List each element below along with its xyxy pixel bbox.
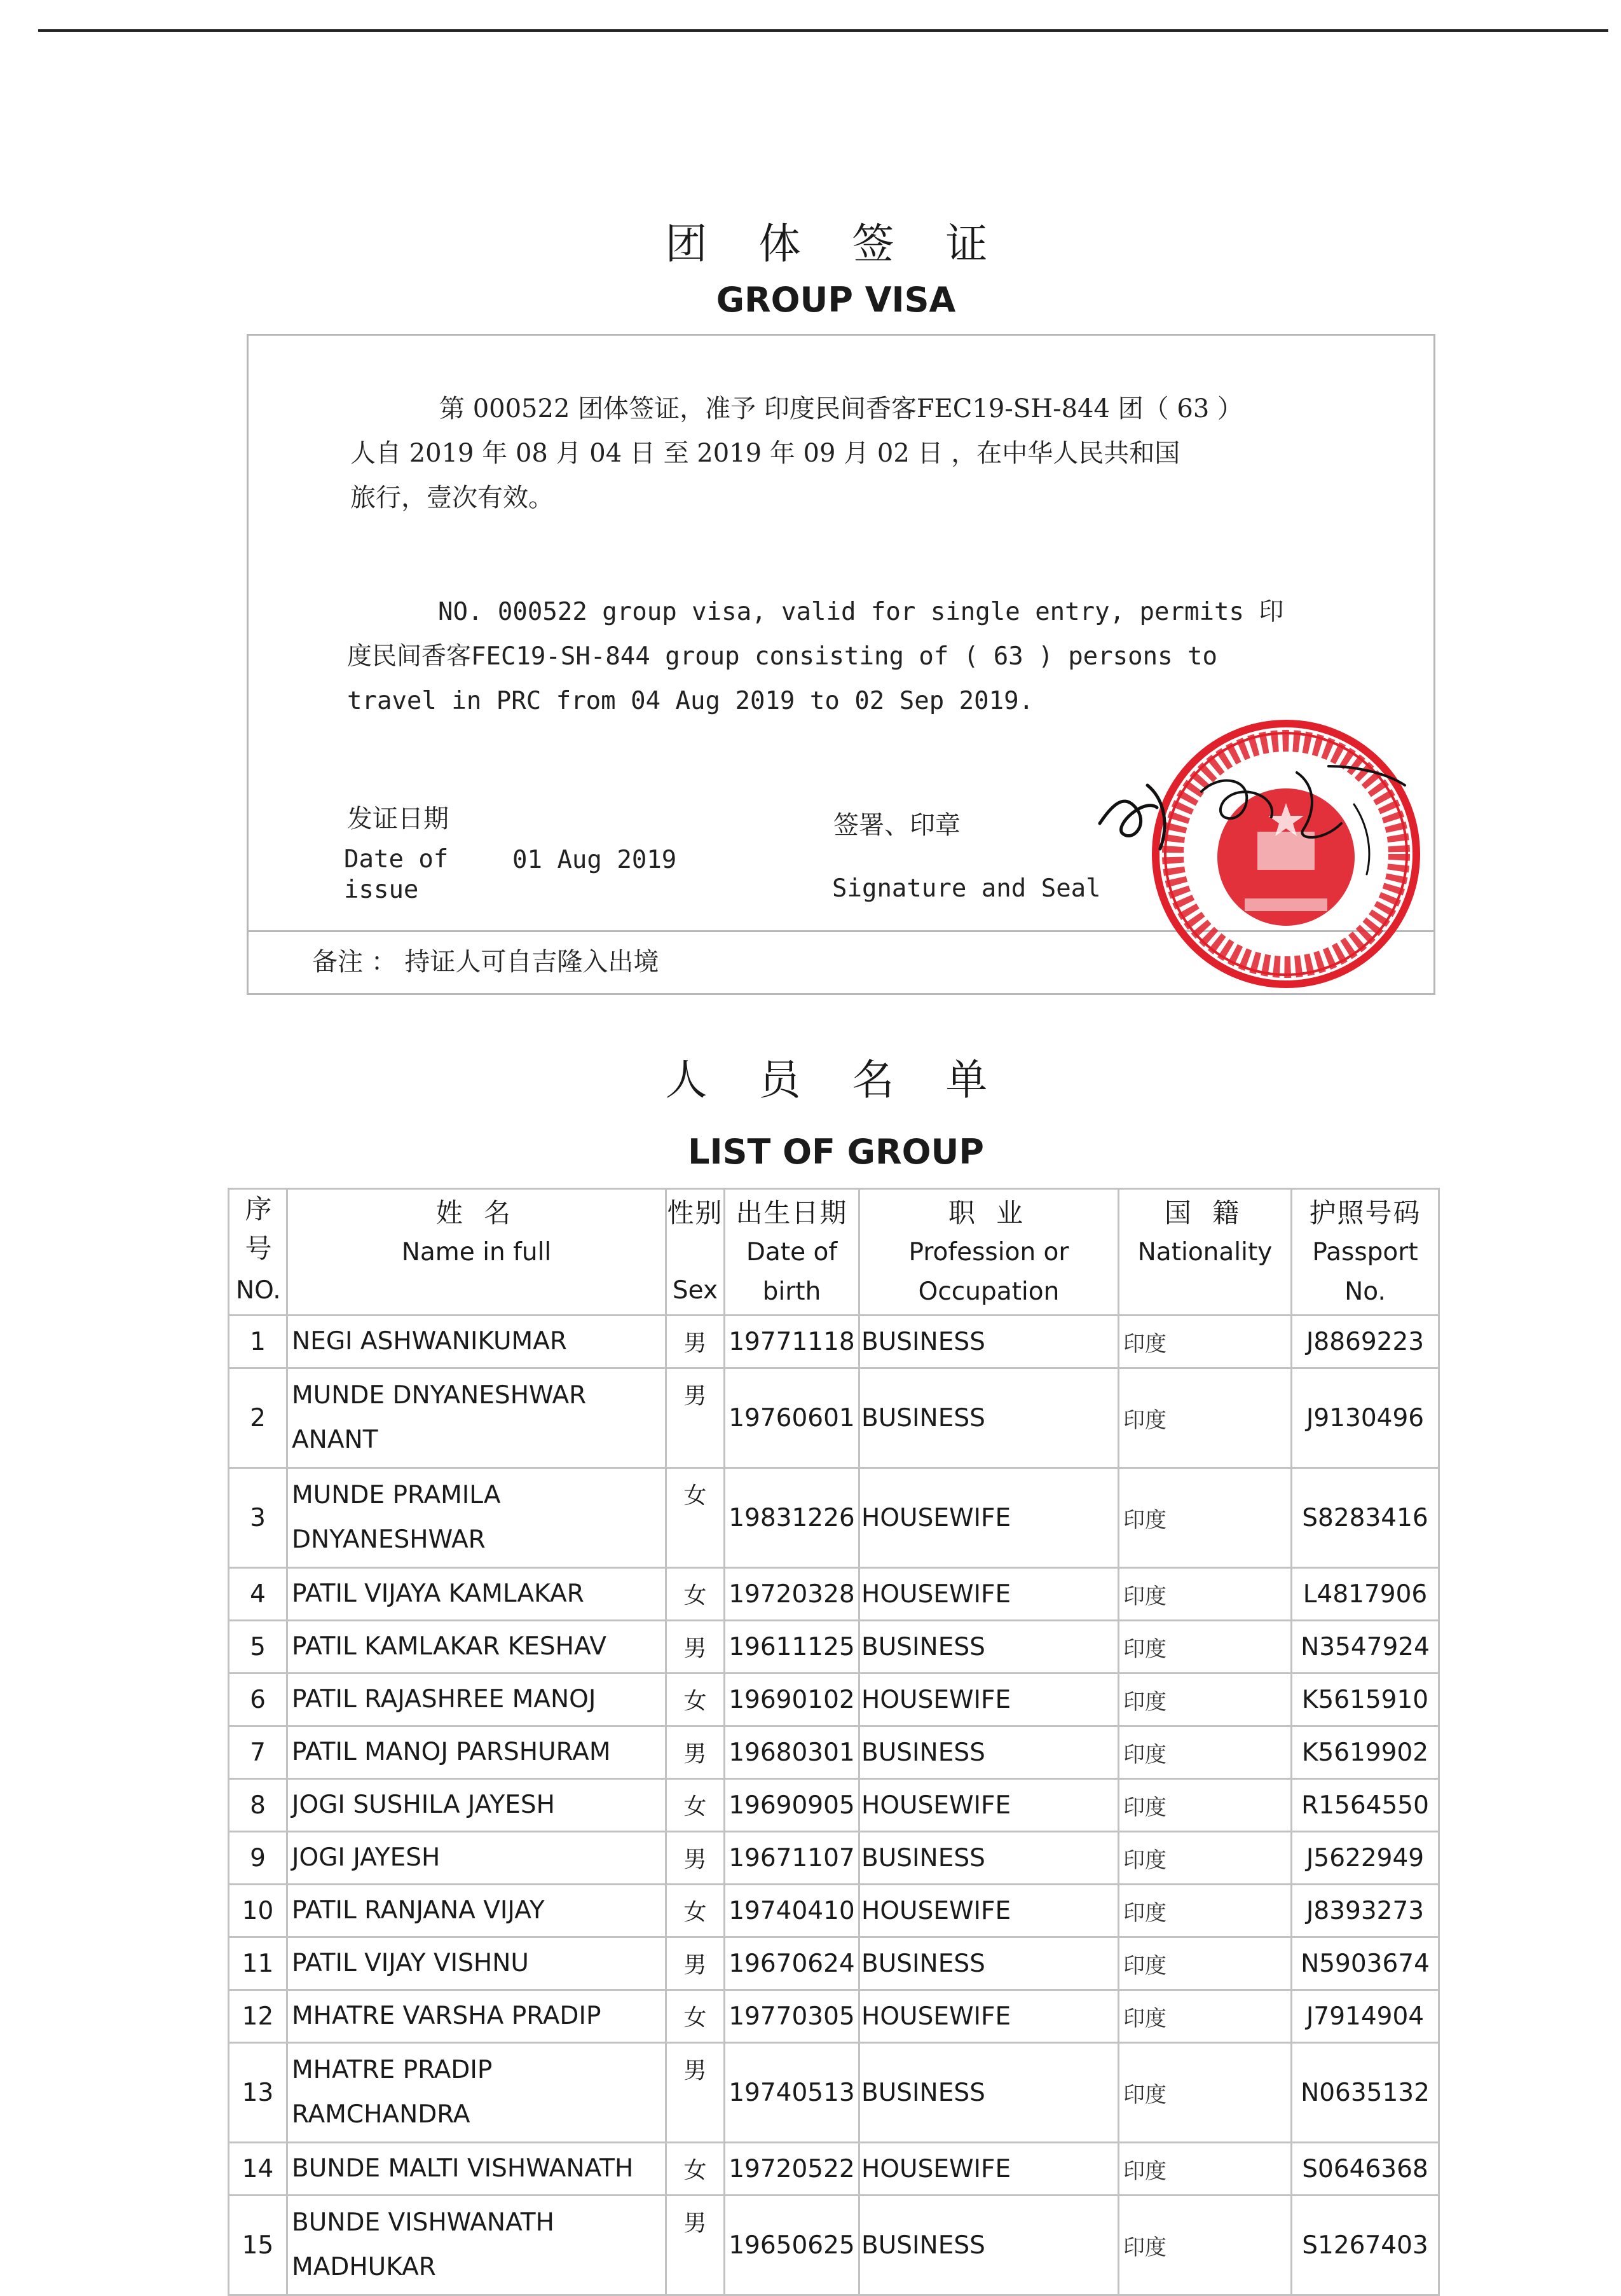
- row-number: 11: [229, 1937, 287, 1990]
- member-nationality: 印度: [1119, 1674, 1292, 1726]
- table-body: [229, 1316, 1439, 2295]
- table-row: [229, 1990, 1439, 2043]
- header-occupation: [859, 1189, 1119, 1316]
- header-no-en: NO.: [236, 1276, 281, 1305]
- member-occupation: BUSINESS: [859, 1368, 1119, 1468]
- visa-en-line2: 度民间香客FEC19-SH-844 group consisting of ( 63 ) persons to: [347, 642, 1217, 671]
- member-passport: N3547924: [1292, 1621, 1439, 1674]
- visa-cn-line2: 人自 2019 年 08 月 04 日 至 2019 年 09 月 02 日 ，在中华人民共和国: [350, 439, 1180, 468]
- member-dob: 19611125: [725, 1621, 859, 1674]
- member-name: [287, 1937, 666, 1990]
- signature-label-cn: 签署、印章: [833, 811, 961, 840]
- table-row: [229, 1832, 1439, 1885]
- member-passport: K5615910: [1292, 1674, 1439, 1726]
- table-row: [229, 2196, 1439, 2295]
- table-row: [229, 2143, 1439, 2196]
- header-occupation-en-1: Profession or: [908, 1238, 1069, 1267]
- member-sex: 女: [666, 1568, 725, 1621]
- row-number: 9: [229, 1832, 287, 1885]
- member-sex: 男: [666, 1368, 725, 1468]
- remark-text: 备注 ： 持证人可自吉隆入出境: [312, 947, 659, 977]
- member-dob: 19760601: [725, 1368, 859, 1468]
- table-row: [229, 1368, 1439, 1468]
- member-passport: N0635132: [1292, 2043, 1439, 2143]
- member-name-line1: PATIL RAJASHREE MANOJ: [292, 1685, 596, 1714]
- member-dob: 19740513: [725, 2043, 859, 2143]
- member-passport: J8869223: [1292, 1316, 1439, 1368]
- member-occupation: HOUSEWIFE: [859, 1568, 1119, 1621]
- member-sex: 男: [666, 1726, 725, 1779]
- member-passport: R1564550: [1292, 1779, 1439, 1832]
- member-dob: 19770305: [725, 1990, 859, 2043]
- member-nationality: 印度: [1119, 1779, 1292, 1832]
- visa-title-en: GROUP VISA: [716, 280, 956, 320]
- row-number: 14: [229, 2143, 287, 2196]
- member-occupation: BUSINESS: [859, 2196, 1119, 2295]
- member-nationality: 印度: [1119, 1937, 1292, 1990]
- member-name: [287, 1316, 666, 1368]
- visa-title-cn: 团 体 签 证: [665, 219, 1007, 268]
- member-passport: S0646368: [1292, 2143, 1439, 2196]
- visa-cn-line1: 第 000522 团体签证，准予 印度民间香客FEC19-SH-844 团（ 63 ）: [439, 394, 1243, 423]
- member-nationality: 印度: [1119, 1368, 1292, 1468]
- member-occupation: BUSINESS: [859, 2043, 1119, 2143]
- member-occupation: BUSINESS: [859, 1726, 1119, 1779]
- member-occupation: HOUSEWIFE: [859, 1779, 1119, 1832]
- row-number: 6: [229, 1674, 287, 1726]
- member-occupation: BUSINESS: [859, 1621, 1119, 1674]
- member-dob: 19831226: [725, 1468, 859, 1568]
- header-passport: [1292, 1189, 1439, 1316]
- member-name: [287, 1779, 666, 1832]
- member-sex: 男: [666, 1832, 725, 1885]
- table-row: [229, 2043, 1439, 2143]
- member-dob: 19690905: [725, 1779, 859, 1832]
- member-sex: 女: [666, 1674, 725, 1726]
- header-dob-en-2: birth: [762, 1277, 821, 1306]
- member-name-line1: PATIL KAMLAKAR KESHAV: [292, 1632, 606, 1661]
- row-number: 10: [229, 1885, 287, 1937]
- member-nationality: 印度: [1119, 1885, 1292, 1937]
- member-name: [287, 1726, 666, 1779]
- member-name-line1: MUNDE PRAMILA: [292, 1481, 501, 1509]
- member-name: [287, 1832, 666, 1885]
- member-passport: K5619902: [1292, 1726, 1439, 1779]
- member-nationality: 印度: [1119, 1832, 1292, 1885]
- row-number: 12: [229, 1990, 287, 2043]
- header-occupation-en-2: Occupation: [918, 1277, 1060, 1306]
- member-nationality: 印度: [1119, 1621, 1292, 1674]
- header-passport-cn: 护照号码: [1309, 1197, 1421, 1228]
- member-dob: 19720522: [725, 2143, 859, 2196]
- visa-en-line3: travel in PRC from 04 Aug 2019 to 02 Sep 2019.: [347, 687, 1034, 715]
- row-number: 2: [229, 1368, 287, 1468]
- header-name-cn: 姓 名: [435, 1197, 517, 1228]
- member-name-line1: BUNDE MALTI VISHWANATH: [292, 2154, 634, 2183]
- member-name-line1: NEGI ASHWANIKUMAR: [292, 1327, 567, 1356]
- member-dob: 19771118: [725, 1316, 859, 1368]
- member-sex: 女: [666, 1779, 725, 1832]
- list-title-cn: 人 员 名 单: [665, 1055, 1007, 1104]
- member-occupation: HOUSEWIFE: [859, 2143, 1119, 2196]
- member-passport: J5622949: [1292, 1832, 1439, 1885]
- member-name: [287, 2043, 666, 2143]
- header-name: [287, 1189, 666, 1316]
- member-passport: S1267403: [1292, 2196, 1439, 2295]
- member-nationality: 印度: [1119, 1990, 1292, 2043]
- member-name: [287, 1674, 666, 1726]
- member-name-line1: BUNDE VISHWANATH: [292, 2208, 554, 2237]
- member-name-line1: MHATRE VARSHA PRADIP: [292, 2002, 601, 2030]
- member-name-line2: MADHUKAR: [292, 2253, 436, 2281]
- member-name: [287, 1468, 666, 1568]
- member-name-line2: RAMCHANDRA: [292, 2100, 470, 2129]
- row-number: 8: [229, 1779, 287, 1832]
- table-row: [229, 1885, 1439, 1937]
- member-name-line1: JOGI SUSHILA JAYESH: [292, 1791, 555, 1819]
- member-name: [287, 1568, 666, 1621]
- issue-label-en-2: issue: [344, 876, 419, 904]
- member-dob: 19650625: [725, 2196, 859, 2295]
- member-name-line2: ANANT: [292, 1426, 378, 1454]
- top-border-line: [38, 29, 1608, 32]
- member-sex: 女: [666, 1990, 725, 2043]
- member-name-line1: PATIL VIJAY VISHNU: [292, 1949, 529, 1977]
- member-sex: 女: [666, 1885, 725, 1937]
- member-occupation: HOUSEWIFE: [859, 1885, 1119, 1937]
- member-nationality: 印度: [1119, 1316, 1292, 1368]
- header-name-en: Name in full: [401, 1238, 552, 1267]
- member-name: [287, 1368, 666, 1468]
- member-occupation: BUSINESS: [859, 1316, 1119, 1368]
- row-number: 5: [229, 1621, 287, 1674]
- header-dob-en-1: Date of: [746, 1238, 838, 1267]
- table-row: [229, 1726, 1439, 1779]
- row-number: 13: [229, 2043, 287, 2143]
- member-dob: 19670624: [725, 1937, 859, 1990]
- table-header-row: [229, 1189, 1439, 1316]
- member-dob: 19740410: [725, 1885, 859, 1937]
- member-name: [287, 2143, 666, 2196]
- member-name-line1: PATIL MANOJ PARSHURAM: [292, 1738, 611, 1766]
- member-nationality: 印度: [1119, 1726, 1292, 1779]
- row-number: 1: [229, 1316, 287, 1368]
- group-member-table: [228, 1188, 1440, 2296]
- header-passport-en-2: No.: [1344, 1277, 1386, 1306]
- member-occupation: HOUSEWIFE: [859, 1468, 1119, 1568]
- header-sex-cn: 性别: [667, 1197, 723, 1228]
- header-dob-cn: 出生日期: [735, 1197, 848, 1228]
- header-no: [229, 1189, 287, 1316]
- row-number: 15: [229, 2196, 287, 2295]
- member-sex: 男: [666, 2043, 725, 2143]
- member-nationality: 印度: [1119, 2143, 1292, 2196]
- member-dob: 19690102: [725, 1674, 859, 1726]
- member-name-line1: JOGI JAYESH: [292, 1843, 441, 1872]
- header-passport-en-1: Passport: [1312, 1238, 1418, 1267]
- member-passport: N5903674: [1292, 1937, 1439, 1990]
- member-passport: J7914904: [1292, 1990, 1439, 2043]
- header-sex-en: Sex: [672, 1276, 718, 1305]
- member-passport: J9130496: [1292, 1368, 1439, 1468]
- member-name-line2: DNYANESHWAR: [292, 1525, 486, 1554]
- member-occupation: HOUSEWIFE: [859, 1990, 1119, 2043]
- member-name-line1: MUNDE DNYANESHWAR: [292, 1381, 587, 1410]
- member-sex: 男: [666, 1621, 725, 1674]
- header-no-cn: 序号: [245, 1193, 273, 1264]
- signature-label-en: Signature and Seal: [832, 874, 1101, 903]
- table-row: [229, 1779, 1439, 1832]
- member-nationality: 印度: [1119, 2196, 1292, 2295]
- visa-en-line1: NO. 000522 group visa, valid for single entry, permits 印: [438, 598, 1284, 626]
- member-dob: 19671107: [725, 1832, 859, 1885]
- member-passport: S8283416: [1292, 1468, 1439, 1568]
- member-sex: 男: [666, 1316, 725, 1368]
- member-occupation: BUSINESS: [859, 1832, 1119, 1885]
- member-passport: L4817906: [1292, 1568, 1439, 1621]
- header-dob: [725, 1189, 859, 1316]
- header-occupation-cn: 职 业: [948, 1197, 1030, 1228]
- member-nationality: 印度: [1119, 2043, 1292, 2143]
- member-passport: J8393273: [1292, 1885, 1439, 1937]
- member-nationality: 印度: [1119, 1568, 1292, 1621]
- member-sex: 男: [666, 1937, 725, 1990]
- member-sex: 男: [666, 2196, 725, 2295]
- member-nationality: 印度: [1119, 1468, 1292, 1568]
- member-dob: 19720328: [725, 1568, 859, 1621]
- member-name: [287, 1990, 666, 2043]
- header-sex: [666, 1189, 725, 1316]
- table-row: [229, 1674, 1439, 1726]
- table-row: [229, 1316, 1439, 1368]
- member-name-line1: MHATRE PRADIP: [292, 2056, 493, 2084]
- issue-label-cn: 发证日期: [347, 804, 449, 834]
- handwritten-signature: [1087, 747, 1418, 881]
- visa-cn-line3: 旅行，壹次有效。: [350, 483, 554, 512]
- member-name-line1: PATIL RANJANA VIJAY: [292, 1896, 545, 1925]
- member-name: [287, 1885, 666, 1937]
- header-nationality: [1119, 1189, 1292, 1316]
- issue-label-en-1: Date of: [344, 845, 449, 874]
- list-title-en: LIST OF GROUP: [688, 1132, 984, 1172]
- member-name-line1: PATIL VIJAYA KAMLAKAR: [292, 1579, 584, 1608]
- member-name: [287, 2196, 666, 2295]
- member-sex: 女: [666, 2143, 725, 2196]
- issue-date: 01 Aug 2019: [512, 846, 677, 874]
- member-occupation: HOUSEWIFE: [859, 1674, 1119, 1726]
- header-nationality-en: Nationality: [1137, 1238, 1273, 1267]
- member-dob: 19680301: [725, 1726, 859, 1779]
- row-number: 7: [229, 1726, 287, 1779]
- table-row: [229, 1568, 1439, 1621]
- header-nationality-cn: 国 籍: [1164, 1197, 1246, 1228]
- row-number: 4: [229, 1568, 287, 1621]
- member-occupation: BUSINESS: [859, 1937, 1119, 1990]
- table-row: [229, 1468, 1439, 1568]
- member-name: [287, 1621, 666, 1674]
- member-sex: 女: [666, 1468, 725, 1568]
- table-row: [229, 1621, 1439, 1674]
- table-row: [229, 1937, 1439, 1990]
- row-number: 3: [229, 1468, 287, 1568]
